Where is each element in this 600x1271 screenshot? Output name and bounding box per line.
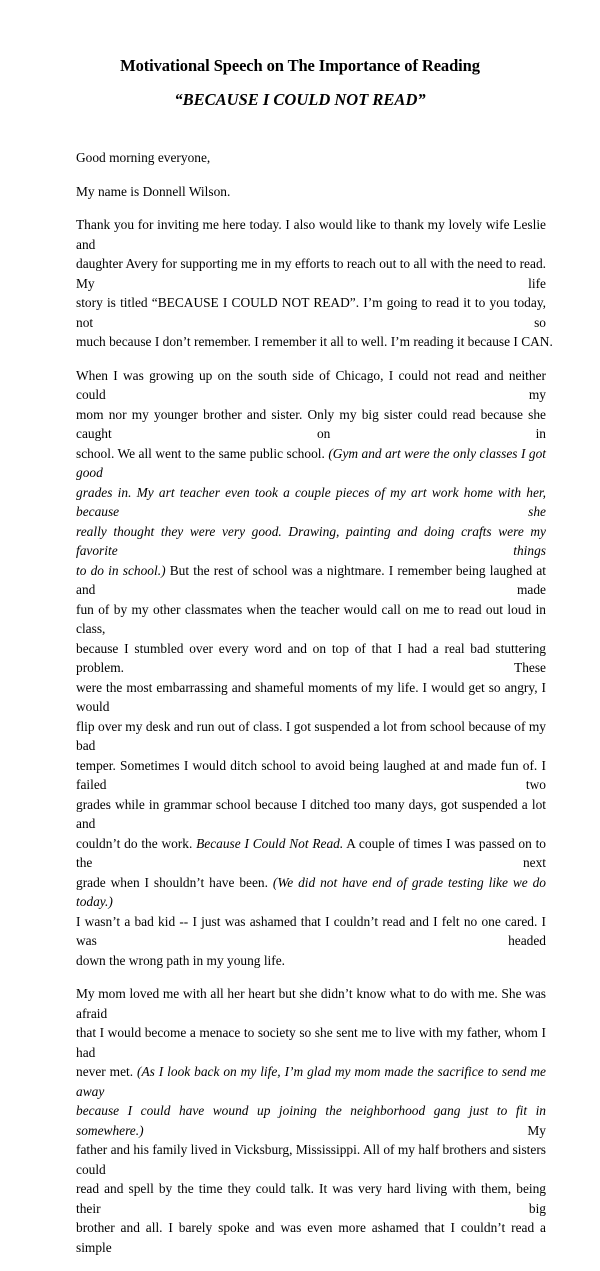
text-run: never met. xyxy=(76,1064,138,1079)
greeting-paragraph: Good morning everyone, xyxy=(76,150,211,165)
text-line: read and spell by the time they could talk. It was very hard living with them, being their big xyxy=(76,1181,546,1216)
text-run: school. We all went to the same public school. xyxy=(76,445,329,461)
text-line xyxy=(76,561,546,600)
intro-paragraph: My name is Donnell Wilson. xyxy=(76,183,231,199)
paragraph-moving xyxy=(76,984,546,1257)
text-line: temper. Sometimes I would ditch school to avoid being laughed at and made fun of. I failed two xyxy=(76,757,546,792)
text-line: down the wrong path in my young life. xyxy=(76,952,286,968)
paragraph-thanks xyxy=(76,215,553,352)
text-run: grade when I shouldn’t have been. xyxy=(76,874,273,890)
italic-text-run: (Gym and art were the only classes I got good xyxy=(76,445,546,480)
text-line xyxy=(76,1062,546,1101)
text-line: I wasn’t a bad kid -- I just was ashamed that I couldn’t read and I felt no one cared. I was headed xyxy=(76,913,546,948)
text-run: A couple of times I was passed on to the next xyxy=(76,835,546,870)
text-line: story is titled “BECAUSE I COULD NOT READ”. I’m going to read it to you today, not so xyxy=(76,295,546,330)
text-line xyxy=(76,444,546,483)
document-subtitle: “BECAUSE I COULD NOT READ” xyxy=(174,90,426,109)
text-run: My xyxy=(143,1122,546,1138)
text-line: grades while in grammar school because I ditched too many days, got suspended a lot and xyxy=(76,796,546,831)
text-line: brother and all. I barely spoke and was even more ashamed that I couldn’t read a simple xyxy=(76,1220,546,1255)
text-line: When I was growing up on the south side of Chicago, I could not read and neither could my xyxy=(76,367,546,402)
italic-text-run: Because I Could Not Read. xyxy=(196,835,344,851)
text-line xyxy=(76,873,546,912)
text-run: But the rest of school was a nightmare. I remember being laughed at and made xyxy=(76,562,546,597)
text-line: were the most embarrassing and shameful moments of my life. I would get so angry, I would xyxy=(76,679,546,714)
text-line: much because I don’t remember. I remember it all to well. I’m reading it because I CAN. xyxy=(76,334,553,349)
italic-text-run: because I could have wound up joining the neighborhood gang just to fit in somewhere.) xyxy=(76,1103,546,1138)
text-line: daughter Avery for supporting me in my efforts to reach out to all with the need to read. My life xyxy=(76,256,546,291)
text-line: mom nor my younger brother and sister. Only my big sister could read because she caught on in xyxy=(76,406,546,441)
document-title: Motivational Speech on The Importance of Reading xyxy=(120,56,480,75)
text-line: because I stumbled over every word and on top of that I had a real bad stuttering problem. These xyxy=(76,640,546,675)
text-line xyxy=(76,1101,546,1140)
italic-text-run: (We did not have end of grade testing like we do today.) xyxy=(76,874,546,909)
paragraph-childhood xyxy=(76,366,546,971)
speech-body xyxy=(76,148,553,1271)
text-line: father and his family lived in Vicksburg, Mississippi. All of my half brothers and sisters could xyxy=(76,1142,546,1177)
text-line: My mom loved me with all her heart but she didn’t know what to do with me. She was afraid xyxy=(76,986,546,1021)
text-line: really thought they were very good. Drawing, painting and doing crafts were my favorite things xyxy=(76,523,546,558)
italic-text-run: to do in school.) xyxy=(76,562,166,578)
text-line: grades in. My art teacher even took a couple pieces of my art work home with her, because she xyxy=(76,484,546,519)
text-line: Thank you for inviting me here today. I also would like to thank my lovely wife Leslie and xyxy=(76,217,546,252)
text-line: that I would become a menace to society so she sent me to live with my father, whom I had xyxy=(76,1025,546,1060)
text-line: flip over my desk and run out of class. I got suspended a lot from school because of my bad xyxy=(76,718,546,753)
text-line xyxy=(76,834,546,873)
text-run: couldn’t do the work. xyxy=(76,835,197,851)
italic-text-run: (As I look back on my life, I’m glad my mom made the sacrifice to send me away xyxy=(76,1064,546,1099)
text-line: fun of by my other classmates when the teacher would call on me to read out loud in class, xyxy=(76,601,546,636)
